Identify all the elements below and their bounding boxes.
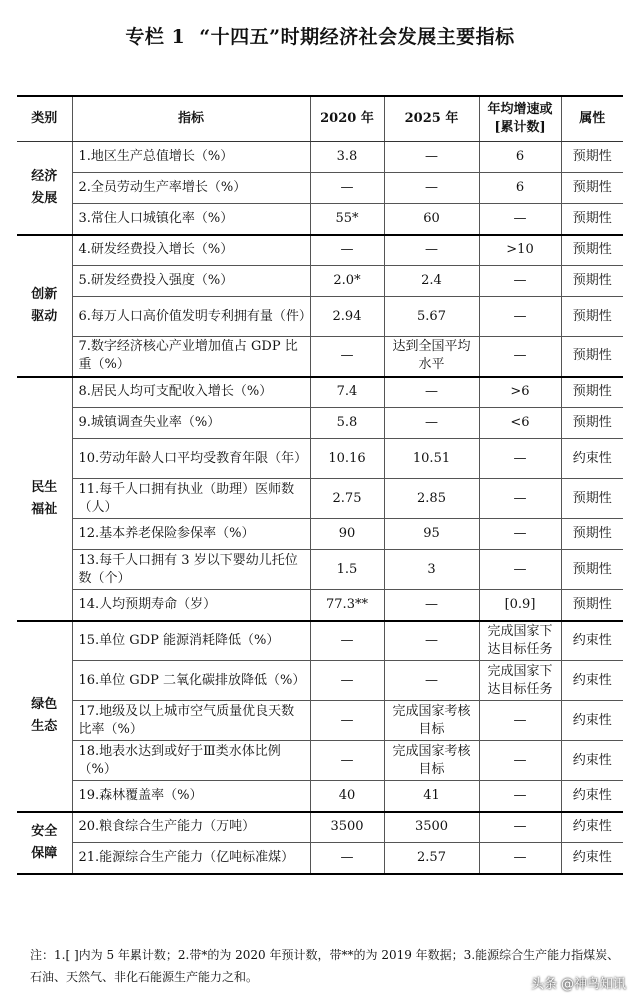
- attribute-cell: 预期性: [561, 479, 623, 519]
- value-2020-cell: —: [310, 843, 384, 874]
- category-cell: [17, 235, 72, 377]
- rate-cell: —: [479, 337, 561, 377]
- category-cell: [17, 377, 72, 621]
- value-2020-cell: 90: [310, 519, 384, 550]
- header-rate: 年均增速或[累计数]: [479, 96, 561, 142]
- category-label: 绿色生态: [31, 697, 58, 734]
- table-row: [17, 812, 623, 843]
- rate-cell: —: [479, 439, 561, 479]
- value-2020-cell: 2.0*: [310, 266, 384, 297]
- indicator-cell: 11.每千人口拥有执业（助理）医师数（人）: [72, 479, 310, 519]
- category-cell: [17, 812, 72, 874]
- value-2025-cell: 2.4: [384, 266, 479, 297]
- table-row: [17, 701, 623, 741]
- table-row: [17, 590, 623, 621]
- indicators-table: [17, 95, 623, 875]
- value-2020-cell: 3.8: [310, 142, 384, 173]
- table-row: [17, 550, 623, 590]
- value-2020-cell: 40: [310, 781, 384, 812]
- rate-cell: —: [479, 741, 561, 781]
- table-row: [17, 266, 623, 297]
- value-2020-cell: 1.5: [310, 550, 384, 590]
- rate-cell: 完成国家下达目标任务: [479, 661, 561, 701]
- table-row: [17, 408, 623, 439]
- category-label: 民生福祉: [31, 479, 58, 517]
- value-2020-cell: 10.16: [310, 439, 384, 479]
- table-row: [17, 519, 623, 550]
- rate-cell: —: [479, 266, 561, 297]
- watermark-text: 头条 @神鸟知讯: [530, 977, 626, 992]
- value-2020-cell: 2.94: [310, 297, 384, 337]
- header-2025: 2025 年: [384, 96, 479, 142]
- attribute-cell: 预期性: [561, 550, 623, 590]
- attribute-cell: 约束性: [561, 701, 623, 741]
- rate-cell: >6: [479, 377, 561, 408]
- rate-cell: 6: [479, 142, 561, 173]
- value-2025-cell: —: [384, 661, 479, 701]
- attribute-cell: 预期性: [561, 590, 623, 621]
- table-row: [17, 235, 623, 266]
- indicator-cell: 1.地区生产总值增长（%）: [72, 142, 310, 173]
- table-row: [17, 377, 623, 408]
- header-attr: 属性: [561, 96, 623, 142]
- attribute-cell: 预期性: [561, 142, 623, 173]
- value-2020-cell: 7.4: [310, 377, 384, 408]
- value-2025-cell: 完成国家考核目标: [384, 701, 479, 741]
- attribute-cell: 预期性: [561, 337, 623, 377]
- header-2020: 2020 年: [310, 96, 384, 142]
- value-2025-cell: 2.57: [384, 843, 479, 874]
- category-cell: [17, 142, 72, 235]
- value-2025-cell: 5.67: [384, 297, 479, 337]
- indicator-cell: 6.每万人口高价值发明专利拥有量（件）: [72, 297, 310, 337]
- value-2025-cell: —: [384, 142, 479, 173]
- rate-cell: —: [479, 781, 561, 812]
- table-row: [17, 142, 623, 173]
- watermark: [531, 973, 626, 992]
- value-2020-cell: —: [310, 235, 384, 266]
- attribute-cell: 约束性: [561, 812, 623, 843]
- rate-cell: —: [479, 297, 561, 337]
- value-2025-cell: —: [384, 235, 479, 266]
- rate-cell: [0.9]: [479, 590, 561, 621]
- attribute-cell: 预期性: [561, 235, 623, 266]
- value-2020-cell: —: [310, 337, 384, 377]
- attribute-cell: 预期性: [561, 266, 623, 297]
- indicator-cell: 12.基本养老保险参保率（%）: [72, 519, 310, 550]
- value-2020-cell: —: [310, 173, 384, 204]
- attribute-cell: 预期性: [561, 204, 623, 235]
- attribute-cell: 约束性: [561, 661, 623, 701]
- indicator-cell: 21.能源综合生产能力（亿吨标准煤）: [72, 843, 310, 874]
- value-2020-cell: —: [310, 741, 384, 781]
- attribute-cell: 预期性: [561, 297, 623, 337]
- attribute-cell: 约束性: [561, 621, 623, 661]
- indicator-cell: 4.研发经费投入增长（%）: [72, 235, 310, 266]
- value-2025-cell: 3500: [384, 812, 479, 843]
- indicator-cell: 14.人均预期寿命（岁）: [72, 590, 310, 621]
- rate-cell: —: [479, 204, 561, 235]
- table-body: [17, 142, 623, 874]
- value-2025-cell: 60: [384, 204, 479, 235]
- rate-cell: —: [479, 701, 561, 741]
- value-2025-cell: 3: [384, 550, 479, 590]
- table-row: [17, 439, 623, 479]
- attribute-cell: 预期性: [561, 377, 623, 408]
- value-2020-cell: —: [310, 621, 384, 661]
- table-row: [17, 173, 623, 204]
- table-row: [17, 781, 623, 812]
- rate-cell: >10: [479, 235, 561, 266]
- value-2020-cell: 77.3**: [310, 590, 384, 621]
- table-row: [17, 621, 623, 661]
- indicator-cell: 18.地表水达到或好于Ⅲ类水体比例（%）: [72, 741, 310, 781]
- value-2025-cell: 达到全国平均水平: [384, 337, 479, 377]
- indicator-cell: 20.粮食综合生产能力（万吨）: [72, 812, 310, 843]
- table-row: [17, 204, 623, 235]
- rate-cell: —: [479, 519, 561, 550]
- title-text: “十四五”时期经济社会发展主要指标: [199, 26, 515, 48]
- value-2020-cell: 2.75: [310, 479, 384, 519]
- attribute-cell: 约束性: [561, 843, 623, 874]
- indicator-cell: 5.研发经费投入强度（%）: [72, 266, 310, 297]
- indicator-cell: 15.单位 GDP 能源消耗降低（%）: [72, 621, 310, 661]
- rate-cell: —: [479, 479, 561, 519]
- indicator-cell: 10.劳动年龄人口平均受教育年限（年）: [72, 439, 310, 479]
- attribute-cell: 约束性: [561, 439, 623, 479]
- value-2025-cell: 2.85: [384, 479, 479, 519]
- rate-cell: <6: [479, 408, 561, 439]
- indicator-cell: 13.每千人口拥有 3 岁以下婴幼儿托位数（个）: [72, 550, 310, 590]
- table-header-row: [17, 96, 623, 142]
- table-row: [17, 741, 623, 781]
- indicator-cell: 17.地级及以上城市空气质量优良天数比率（%）: [72, 701, 310, 741]
- value-2025-cell: 41: [384, 781, 479, 812]
- value-2025-cell: 95: [384, 519, 479, 550]
- category-label: 经济发展: [31, 168, 58, 206]
- indicator-cell: 8.居民人均可支配收入增长（%）: [72, 377, 310, 408]
- value-2025-cell: —: [384, 621, 479, 661]
- rate-cell: —: [479, 550, 561, 590]
- column-label: 专栏 1: [125, 26, 186, 48]
- attribute-cell: 约束性: [561, 741, 623, 781]
- rate-cell: 6: [479, 173, 561, 204]
- indicator-cell: 7.数字经济核心产业增加值占 GDP 比重（%）: [72, 337, 310, 377]
- value-2020-cell: 3500: [310, 812, 384, 843]
- table-row: [17, 479, 623, 519]
- value-2020-cell: 5.8: [310, 408, 384, 439]
- category-label: 创新驱动: [31, 286, 58, 324]
- category-cell: [17, 621, 72, 812]
- header-category: 类别: [17, 96, 72, 142]
- table-row: [17, 297, 623, 337]
- table-row: [17, 843, 623, 874]
- value-2025-cell: —: [384, 408, 479, 439]
- value-2025-cell: 完成国家考核目标: [384, 741, 479, 781]
- table-row: [17, 661, 623, 701]
- value-2025-cell: —: [384, 173, 479, 204]
- value-2020-cell: 55*: [310, 204, 384, 235]
- rate-cell: 完成国家下达目标任务: [479, 621, 561, 661]
- value-2020-cell: —: [310, 701, 384, 741]
- indicator-cell: 2.全员劳动生产率增长（%）: [72, 173, 310, 204]
- category-label: 安全保障: [31, 823, 58, 861]
- indicator-cell: 3.常住人口城镇化率（%）: [72, 204, 310, 235]
- page-title: [0, 22, 640, 49]
- attribute-cell: 预期性: [561, 519, 623, 550]
- rate-cell: —: [479, 843, 561, 874]
- attribute-cell: 预期性: [561, 408, 623, 439]
- footnote: 注：1.[ ]内为 5 年累计数；2.带*的为 2020 年预计数，带**的为 2019 年数据；3.能源综合生产能力指煤炭、石油、天然气、非化石能源生产能力之和。: [30, 948, 620, 984]
- indicator-cell: 9.城镇调查失业率（%）: [72, 408, 310, 439]
- value-2025-cell: 10.51: [384, 439, 479, 479]
- indicator-cell: 16.单位 GDP 二氧化碳排放降低（%）: [72, 661, 310, 701]
- header-indicator: 指标: [72, 96, 310, 142]
- indicator-cell: 19.森林覆盖率（%）: [72, 781, 310, 812]
- table-row: [17, 337, 623, 377]
- attribute-cell: 约束性: [561, 781, 623, 812]
- rate-cell: —: [479, 812, 561, 843]
- attribute-cell: 预期性: [561, 173, 623, 204]
- value-2025-cell: —: [384, 590, 479, 621]
- value-2025-cell: —: [384, 377, 479, 408]
- value-2020-cell: —: [310, 661, 384, 701]
